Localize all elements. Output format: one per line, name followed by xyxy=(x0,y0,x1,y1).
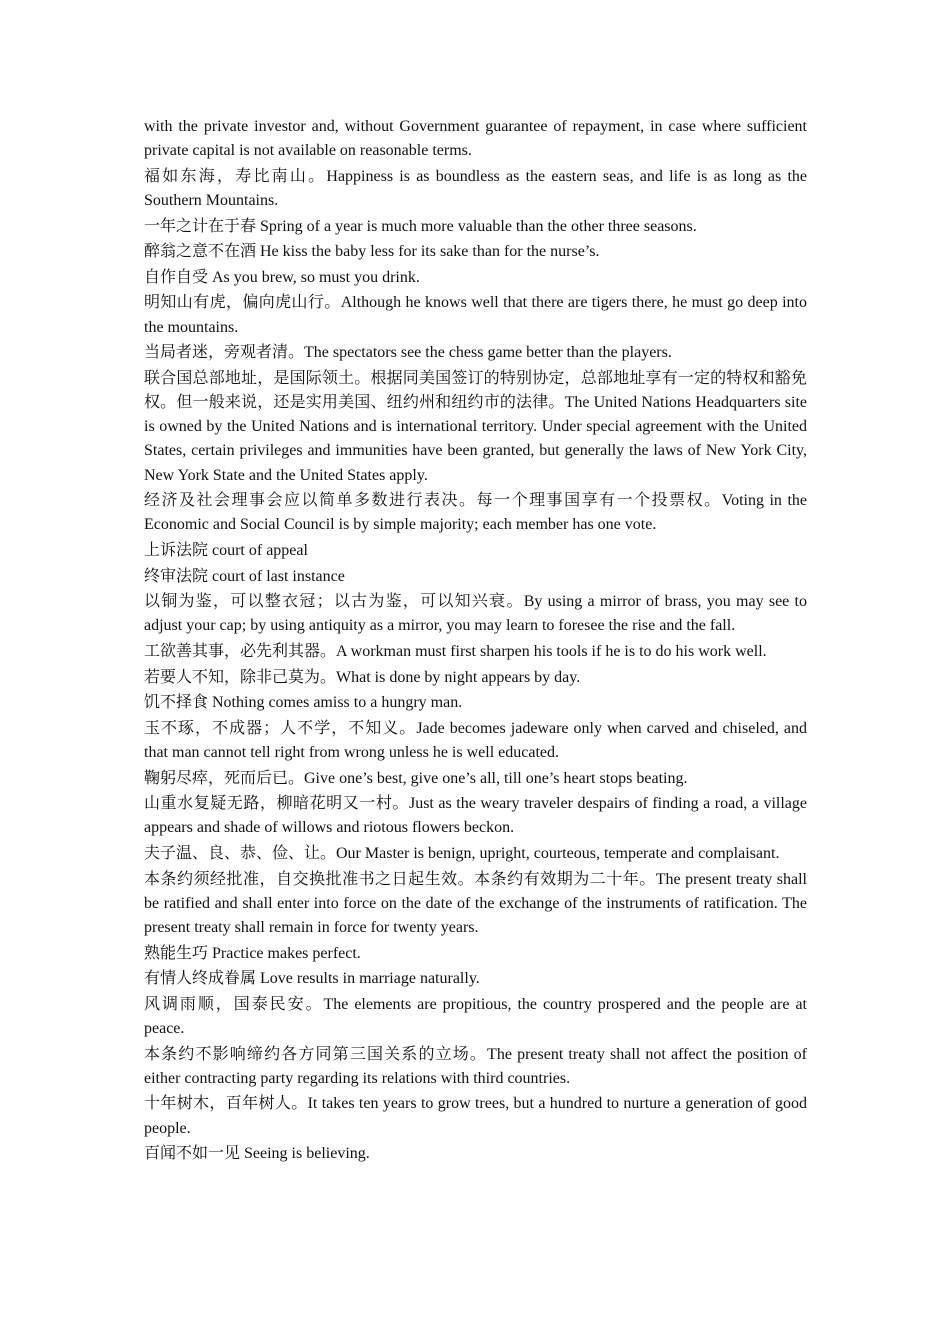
paragraph: 十年树木，百年树人。It takes ten years to grow trees, but a hundred to nurture a generation of good people. xyxy=(144,1095,807,1137)
paragraph: 有情人终成眷属 Love results in marriage naturally. xyxy=(144,970,480,988)
paragraph: 百闻不如一见 Seeing is believing. xyxy=(144,1145,370,1163)
paragraph: 本条约不影响缔约各方同第三国关系的立场。The present treaty shall not affect the position of either contracting party regarding its relations with third countries. xyxy=(144,1045,807,1087)
paragraph: 熟能生巧 Practice makes perfect. xyxy=(144,944,361,962)
paragraph: 饥不择食 Nothing comes amiss to a hungry man. xyxy=(144,694,463,712)
paragraph: 醉翁之意不在酒 He kiss the baby less for its sake than for the nurse’s. xyxy=(144,243,600,261)
paragraph: 联合国总部地址，是国际领土。根据同美国签订的特别协定，总部地址享有一定的特权和豁免权。但一般来说，还是实用美国、纽约州和纽约市的法律。The United Nations Headquarters site is owned by the United Nations and is international territory. Under special agreement with the United States, certain privileges and immunities have been granted, but generally the laws of New York City, New York State and the United States apply. xyxy=(144,369,807,484)
paragraph: 自作自受 As you brew, so must you drink. xyxy=(144,268,420,286)
paragraph: 当局者迷，旁观者清。The spectators see the chess game better than the players. xyxy=(144,344,672,362)
paragraph: 终审法院 court of last instance xyxy=(144,567,345,585)
paragraph: 本条约须经批准，自交换批准书之日起生效。本条约有效期为二十年。The present treaty shall be ratified and shall enter into force on the date of the exchange of the instruments of ratification. The present treaty shall remain in force for twenty years. xyxy=(144,870,807,936)
paragraph: with the private investor and, without Government guarantee of repayment, in case where sufficient private capital is not available on reasonable terms. xyxy=(144,118,807,160)
paragraph: 风调雨顺，国泰民安。The elements are propitious, the country prospered and the people are at peace. xyxy=(144,995,807,1037)
paragraph: 经济及社会理事会应以简单多数进行表决。每一个理事国享有一个投票权。Voting in the Economic and Social Council is by simple majority; each member has one vote. xyxy=(144,492,807,534)
paragraph: 一年之计在于春 Spring of a year is much more valuable than the other three seasons. xyxy=(144,217,697,235)
paragraph: 工欲善其事，必先利其器。A workman must first sharpen his tools if he is to do his work well. xyxy=(144,642,767,660)
paragraph: 福如东海，寿比南山。Happiness is as boundless as the eastern seas, and life is as long as the Southern Mountains. xyxy=(144,167,807,209)
paragraph: 上诉法院 court of appeal xyxy=(144,541,308,559)
paragraph: 玉不琢，不成器；人不学，不知义。Jade becomes jadeware only when carved and chiseled, and that man cannot tell right from wrong unless he is well educated. xyxy=(144,719,807,761)
paragraph: 明知山有虎，偏向虎山行。Although he knows well that there are tigers there, he must go deep into the mountains. xyxy=(144,294,807,336)
paragraph: 山重水复疑无路，柳暗花明又一村。Just as the weary traveler despairs of finding a road, a village appears and shade of willows and riotous flowers beckon. xyxy=(144,795,807,837)
paragraph: 若要人不知，除非己莫为。What is done by night appears by day. xyxy=(144,668,581,686)
paragraph: 鞠躬尽瘁，死而后已。Give one’s best, give one’s all, till one’s heart stops beating. xyxy=(144,769,688,787)
paragraph: 夫子温、良、恭、俭、让。Our Master is benign, upright, courteous, temperate and complaisant. xyxy=(144,844,780,862)
paragraph: 以铜为鉴，可以整衣冠；以古为鉴，可以知兴衰。By using a mirror of brass, you may see to adjust your cap; by using antiquity as a mirror, you may learn to foresee the rise and the fall. xyxy=(144,593,807,635)
